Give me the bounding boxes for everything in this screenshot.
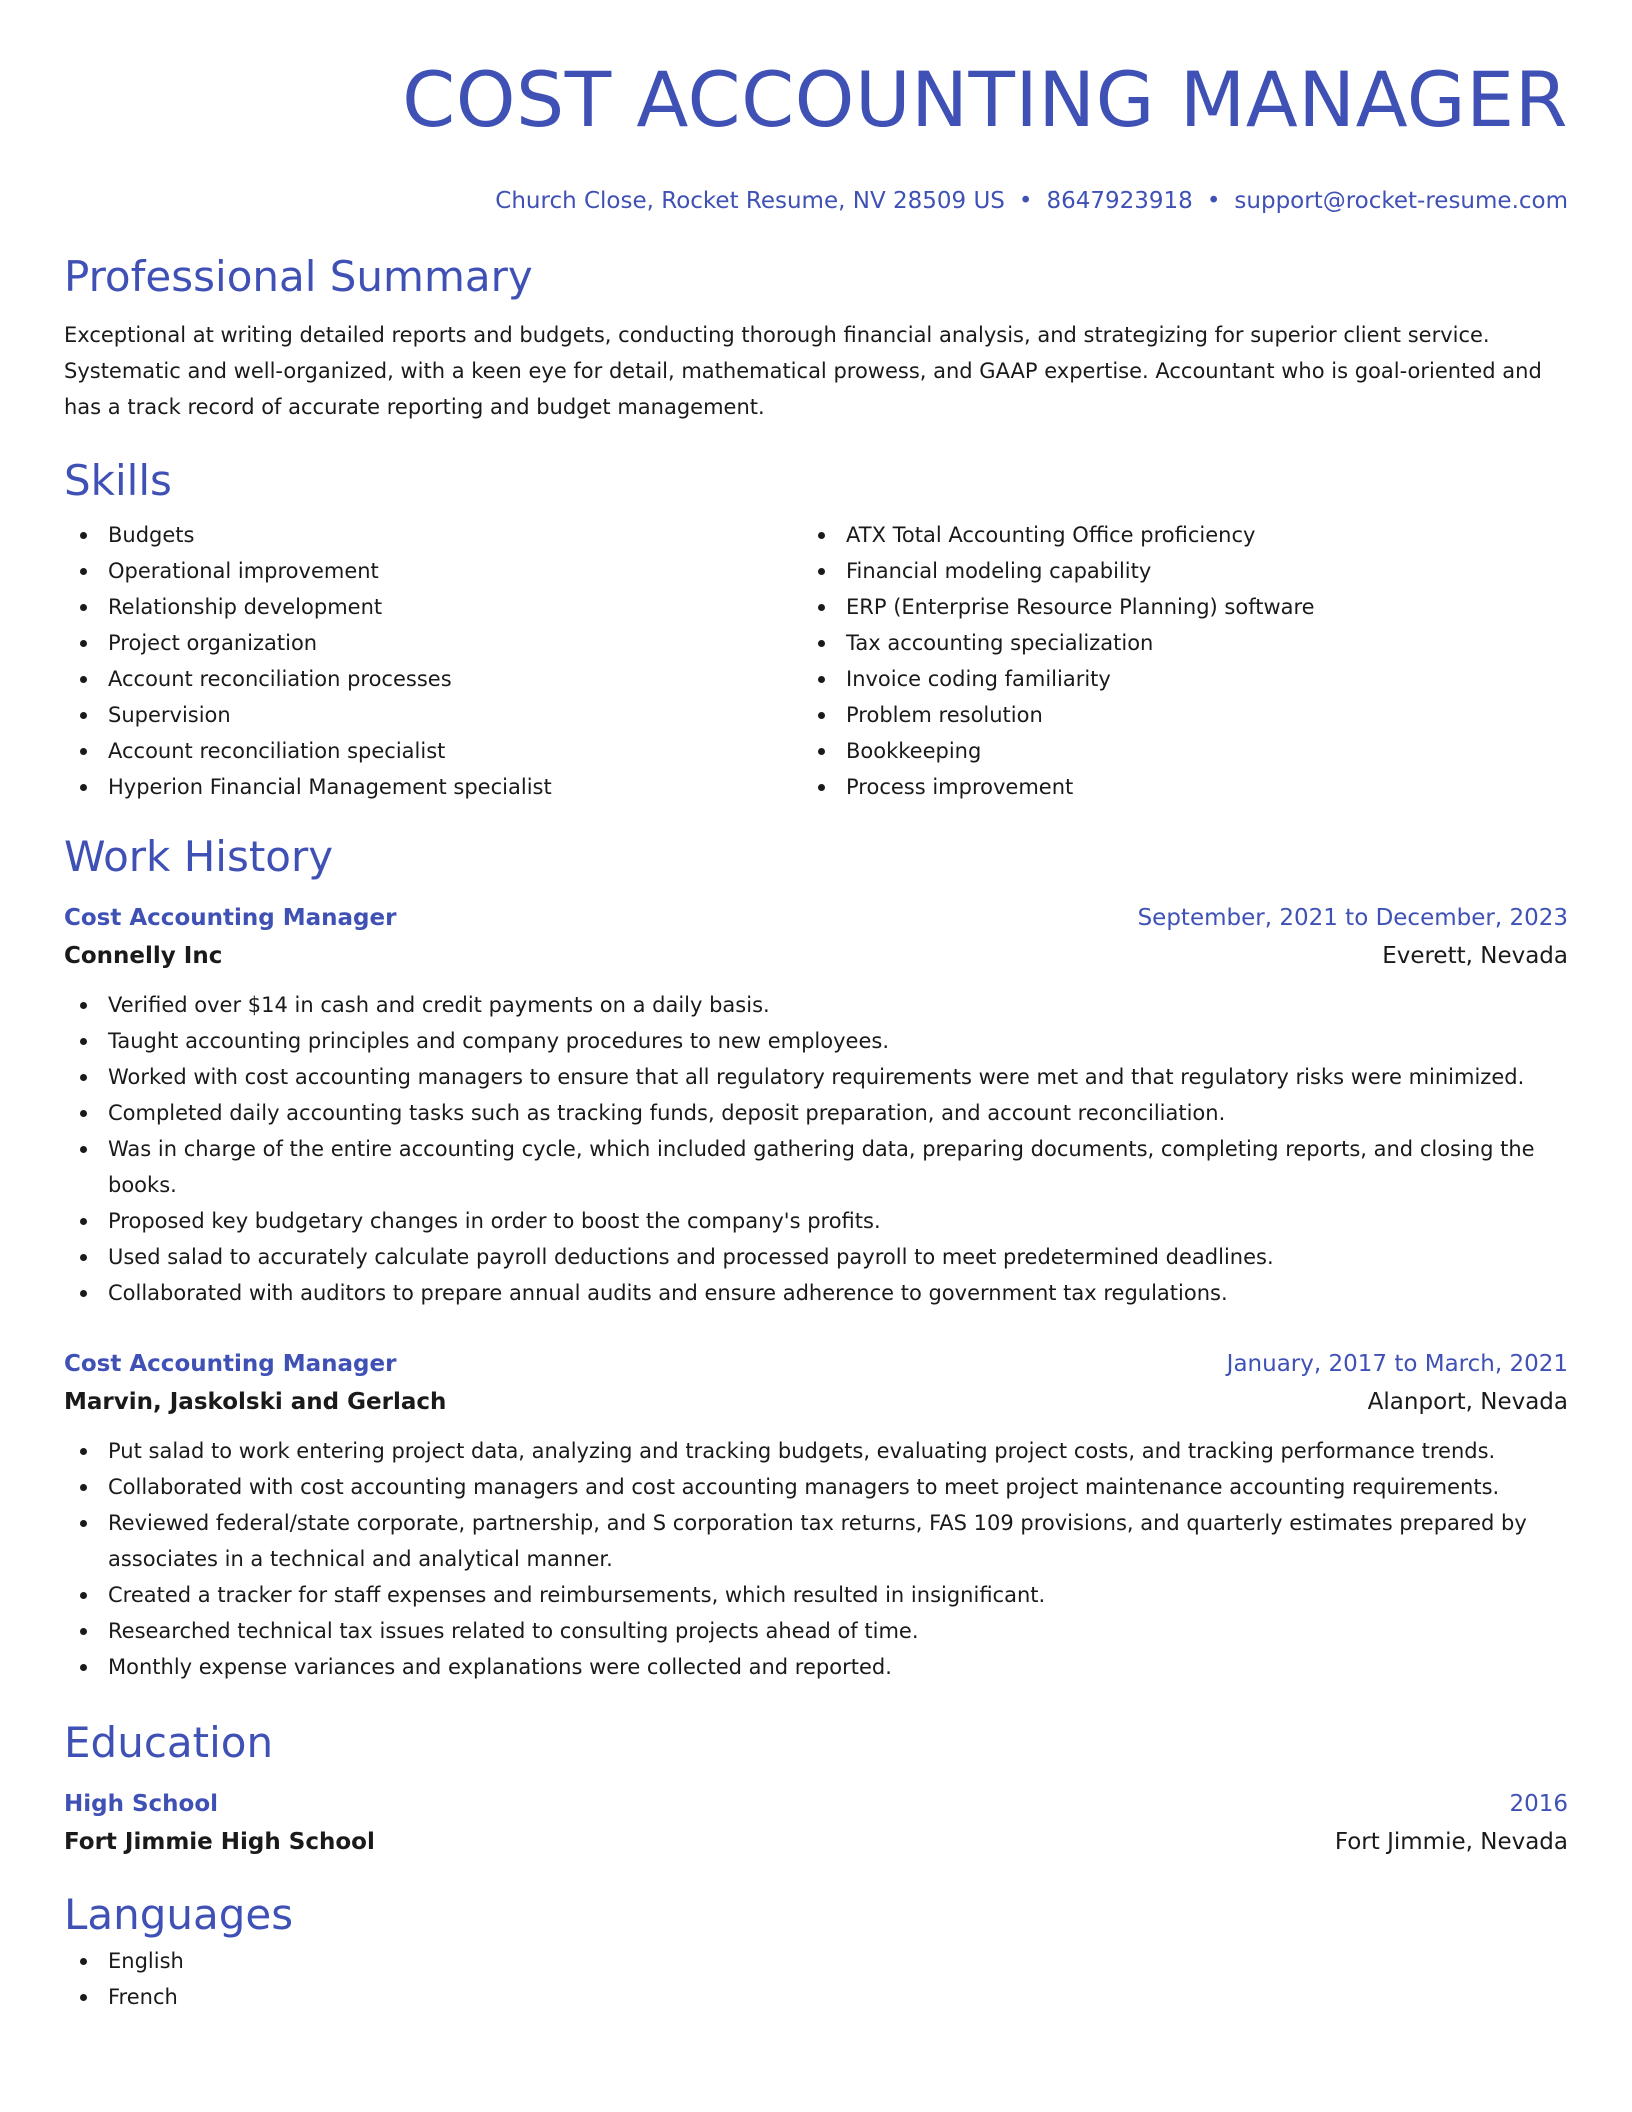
- job-dates: September, 2021 to December, 2023: [1137, 905, 1568, 931]
- education-year: 2016: [1509, 1791, 1568, 1817]
- skill-item: Invoice coding familiarity: [802, 661, 1568, 697]
- contact-separator: •: [1018, 188, 1033, 214]
- contact-separator: •: [1206, 188, 1221, 214]
- skill-item: ATX Total Accounting Office proficiency: [802, 517, 1568, 553]
- skill-item: Tax accounting specialization: [802, 625, 1568, 661]
- languages-list: [64, 1943, 1568, 2015]
- job-bullet: Was in charge of the entire accounting cycle, which included gathering data, preparing documents, completing reports, and closing the books.: [64, 1131, 1568, 1203]
- job-location: Everett, Nevada: [1382, 943, 1568, 969]
- skill-item: Project organization: [64, 625, 802, 661]
- job-bullet: Worked with cost accounting managers to ensure that all regulatory requirements were met and that regulatory risks were minimized.: [64, 1059, 1568, 1095]
- job-bullets: [64, 987, 1568, 1311]
- skill-item: Problem resolution: [802, 697, 1568, 733]
- language-item: French: [64, 1979, 1568, 2015]
- skill-item: Financial modeling capability: [802, 553, 1568, 589]
- job-bullet: Monthly expense variances and explanations were collected and reported.: [64, 1649, 1568, 1685]
- education-school: Fort Jimmie High School: [64, 1829, 375, 1855]
- resume-name: COST ACCOUNTING MANAGER: [402, 55, 1568, 144]
- job-bullet: Taught accounting principles and company procedures to new employees.: [64, 1023, 1568, 1059]
- job-bullets: [64, 1433, 1568, 1685]
- job-header-row: [64, 899, 1568, 937]
- skill-item: Budgets: [64, 517, 802, 553]
- job-entry: [64, 1345, 1568, 1685]
- job-header-row: [64, 1345, 1568, 1383]
- language-item: English: [64, 1943, 1568, 1979]
- job-bullet: Collaborated with cost accounting managers and cost accounting managers to meet project maintenance accounting requirements.: [64, 1469, 1568, 1505]
- job-bullet: Used salad to accurately calculate payroll deductions and processed payroll to meet predetermined deadlines.: [64, 1239, 1568, 1275]
- education-entry: [64, 1785, 1568, 1861]
- contact-address: Church Close, Rocket Resume, NV 28509 US: [495, 188, 1005, 214]
- skill-item: Process improvement: [802, 769, 1568, 805]
- education-header-row: [64, 1785, 1568, 1823]
- skill-item: Account reconciliation specialist: [64, 733, 802, 769]
- job-bullet: Reviewed federal/state corporate, partnership, and S corporation tax returns, FAS 109 provisions, and quarterly estimates prepared by associates in a technical and analytical manner.: [64, 1505, 1568, 1577]
- job-title: Cost Accounting Manager: [64, 1351, 397, 1377]
- work-history-heading: Work History: [64, 832, 334, 881]
- job-title: Cost Accounting Manager: [64, 905, 397, 931]
- education-heading: Education: [64, 1718, 274, 1767]
- skill-item: Operational improvement: [64, 553, 802, 589]
- job-location: Alanport, Nevada: [1367, 1389, 1568, 1415]
- skills-heading: Skills: [64, 456, 172, 505]
- skill-item: Bookkeeping: [802, 733, 1568, 769]
- skills-grid: [64, 517, 1568, 805]
- education-location: Fort Jimmie, Nevada: [1334, 1829, 1568, 1855]
- skill-item: Account reconciliation processes: [64, 661, 802, 697]
- skills-list-left: [64, 517, 802, 805]
- job-bullet: Completed daily accounting tasks such as tracking funds, deposit preparation, and account reconciliation.: [64, 1095, 1568, 1131]
- job-company: Connelly Inc: [64, 943, 223, 969]
- summary-heading: Professional Summary: [64, 252, 533, 301]
- job-bullet: Collaborated with auditors to prepare annual audits and ensure adherence to government tax regulations.: [64, 1275, 1568, 1311]
- job-bullet: Proposed key budgetary changes in order to boost the company's profits.: [64, 1203, 1568, 1239]
- job-bullet: Created a tracker for staff expenses and reimbursements, which resulted in insignificant.: [64, 1577, 1568, 1613]
- job-dates: January, 2017 to March, 2021: [1226, 1351, 1568, 1377]
- contact-line: [64, 184, 1568, 218]
- skill-item: ERP (Enterprise Resource Planning) software: [802, 589, 1568, 625]
- education-degree: High School: [64, 1791, 219, 1817]
- contact-email: support@rocket-resume.com: [1234, 188, 1568, 214]
- education-school-row: [64, 1823, 1568, 1861]
- contact-phone: 8647923918: [1046, 188, 1193, 214]
- job-company-row: [64, 1383, 1568, 1421]
- languages-heading: Languages: [64, 1890, 294, 1939]
- job-bullet: Researched technical tax issues related to consulting projects ahead of time.: [64, 1613, 1568, 1649]
- summary-text: Exceptional at writing detailed reports and budgets, conducting thorough financial analysis, and strategizing for superior client service. Systematic and well-organized, with a keen eye for detail, mathematical prowess, and GAAP expertise. Accountant who is goal-oriented and has a track record of accurate reporting and budget management.: [64, 323, 1542, 419]
- job-bullet: Put salad to work entering project data, analyzing and tracking budgets, evaluating project costs, and tracking performance trends.: [64, 1433, 1568, 1469]
- skills-list-right: [802, 517, 1568, 805]
- job-bullet: Verified over $14 in cash and credit payments on a daily basis.: [64, 987, 1568, 1023]
- skill-item: Supervision: [64, 697, 802, 733]
- skill-item: Relationship development: [64, 589, 802, 625]
- job-company: Marvin, Jaskolski and Gerlach: [64, 1389, 447, 1415]
- skill-item: Hyperion Financial Management specialist: [64, 769, 802, 805]
- job-company-row: [64, 937, 1568, 975]
- job-entry: [64, 899, 1568, 1311]
